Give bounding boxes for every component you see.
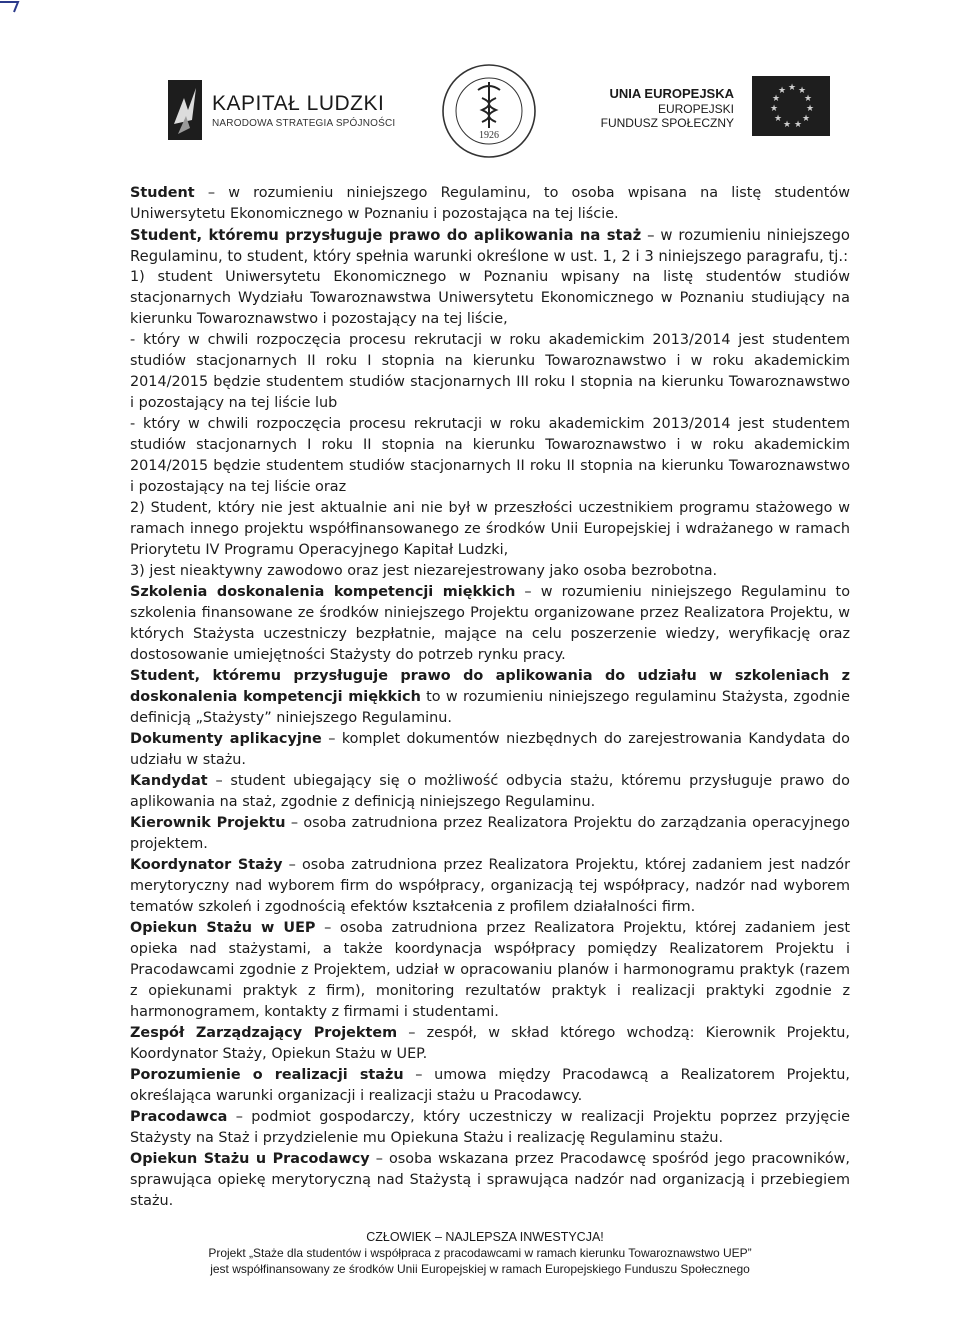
definition-term: Koordynator Staży: [130, 857, 283, 873]
definition-paragraph: [130, 183, 850, 225]
eu-logo: [590, 76, 830, 140]
definition-text: - który w chwili rozpoczęcia procesu rekrutacji w roku akademickim 2013/2014 jest studentem studiów stacjonarnych I roku II stopnia na kierunku Towaroznawstwo i w roku akademickim 2014/2015 będzie studentem studiów stacjonarnych II roku II stopnia na kierunku Towaroznawstwo i pozostający na tej liście oraz: [130, 416, 850, 495]
definition-text: – umowa między Pracodawcą a Realizatorem Projektu, określająca warunki organizacji i realizacji stażu u Pracodawcy.: [130, 1067, 850, 1104]
kapital-ludzki-title: KAPITAŁ LUDZKI: [212, 92, 385, 115]
definition-text: – osoba zatrudniona przez Realizatora Projektu, której zadaniem jest opieka nad stażystami, a także koordynacja współpracy pomiędzy Realizatorem Projektu i Pracodawcami zgodnie z Projektem, udział w opracowaniu planów i harmonogramu praktyk (razem z opiekunami praktyk z firm), monitoring rezultatów praktyk i realizacji praktyki zgodnie z harmonogramem, kontakty z firmami i studentami.: [130, 920, 851, 1020]
definition-term: Porozumienie o realizacji stażu: [130, 1067, 404, 1083]
svg-text:★: ★: [788, 83, 797, 93]
svg-text:★: ★: [774, 114, 783, 124]
definition-text: 1) student Uniwersytetu Ekonomicznego w Poznaniu wpisany na listę studentów studiów stacjonarnych Wydziału Towaroznawstwa Uniwersytetu Ekonomicznego w Poznaniu studiujący na kierunku Towaroznawstwo i pozostający na tej liście,: [130, 269, 850, 327]
definition-paragraph: [130, 1065, 850, 1107]
definition-term: Kandydat: [130, 773, 208, 789]
seal-year: 1926: [479, 130, 499, 141]
definition-paragraph: [130, 414, 850, 498]
definition-text: – osoba zatrudniona przez Realizatora Projektu do zarządzania operacyjnego projektem.: [130, 815, 850, 852]
kapital-ludzki-emblem-icon: [168, 80, 202, 140]
definition-paragraph: [130, 1107, 850, 1149]
definition-text: 2) Student, który nie jest aktualnie ani nie był w przeszłości uczestnikiem programu stażowego w ramach innego projektu współfinansowanego ze środków Unii Europejskiej i wdrażanego w ramach Priorytetu IV Programu Operacyjnego Kapitał Ludzki,: [130, 500, 850, 558]
definition-text: to w rozumieniu niniejszego regulaminu Stażysta, zgodnie definicją „Stażysty” niniejszego Regulaminu.: [130, 689, 850, 726]
document-header: [0, 62, 960, 162]
definition-term: Zespół Zarządzający Projektem: [130, 1025, 398, 1041]
definition-paragraph: [130, 729, 850, 771]
definition-term: Pracodawca: [130, 1109, 228, 1125]
definition-term: Student: [130, 185, 195, 201]
definition-paragraph: [130, 267, 850, 330]
svg-text:★: ★: [806, 104, 815, 114]
definition-text: – zespół, w skład którego wchodzą: Kierownik Projektu, Koordynator Staży, Opiekun Stażu w UEP.: [130, 1025, 850, 1062]
definition-paragraph: [130, 582, 850, 666]
kapital-ludzki-logo: [168, 80, 408, 140]
svg-text:★: ★: [804, 94, 813, 104]
eu-line-2: EUROPEJSKI: [657, 102, 734, 116]
svg-text:★: ★: [778, 86, 787, 96]
definition-paragraph: [130, 498, 850, 561]
definition-paragraph: [130, 771, 850, 813]
definition-text: – osoba wskazana przez Pracodawcę spośród jego pracowników, sprawująca opiekę merytoryczną nad Stażystą i sprawująca nadzór nad organizacją i przebiegiem stażu.: [130, 1151, 850, 1209]
definition-paragraph: [130, 918, 850, 1023]
definition-term: Student, któremu przysługuje prawo do aplikowania na staż: [130, 227, 642, 244]
definition-term: Dokumenty aplikacyjne: [130, 731, 322, 747]
definition-term: Kierownik Projektu: [130, 815, 286, 831]
svg-text:★: ★: [772, 94, 781, 104]
svg-text:★: ★: [798, 86, 807, 96]
svg-text:★: ★: [802, 114, 811, 124]
definition-paragraph: [130, 561, 850, 582]
definition-paragraph: [130, 855, 850, 918]
regulation-definitions: [130, 183, 850, 1212]
definition-text: - który w chwili rozpoczęcia procesu rekrutacji w roku akademickim 2013/2014 jest studentem studiów stacjonarnych II roku I stopnia na kierunku Towaroznawstwo i w roku akademickim 2014/2015 będzie studentem studiów stacjonarnych III roku I stopnia na kierunku Towaroznawstwo i pozostający na tej liście lub: [130, 332, 850, 411]
definition-text: – w rozumieniu niniejszego Regulaminu, to student, który spełnia warunki określone w ust. 1, 2 i 3 niniejszego paragrafu, tj.:: [130, 227, 850, 265]
definition-paragraph: [130, 813, 850, 855]
definition-paragraph: [130, 666, 850, 729]
svg-text:★: ★: [794, 120, 803, 130]
definition-term: Szkolenia doskonalenia kompetencji miękkich: [130, 584, 516, 600]
footer-funding-note: jest współfinansowany ze środków Unii Europejskiej w ramach Europejskiego Funduszu Społecznego: [210, 1262, 750, 1276]
definition-paragraph: [130, 1149, 850, 1212]
kapital-ludzki-subtitle: NARODOWA STRATEGIA SPÓJNOŚCI: [212, 118, 396, 129]
definition-paragraph: [130, 1023, 850, 1065]
eu-line-1: UNIA EUROPEJSKA: [609, 86, 734, 101]
definition-text: – w rozumieniu niniejszego Regulaminu to szkolenia finansowane ze środków niniejszego Projektu organizowane przez Realizatora Projektu, w których Stażysta uczestniczy bezpłatnie, mające na celu poszerzenie wiedzy, weryfikację oraz dostosowanie umiejętności Stażysty do potrzeb rynku pracy.: [130, 584, 850, 663]
definition-text: – podmiot gospodarczy, który uczestniczy w realizacji Projektu poprzez przyjęcie Stażysty na Staż i przydzielenie mu Opiekuna Stażu i realizację Regulaminu stażu.: [130, 1109, 850, 1146]
definition-term: Opiekun Stażu w UEP: [130, 920, 316, 936]
definition-paragraph: [130, 225, 850, 267]
corner-scan-mark: [0, 0, 22, 14]
definition-term: Opiekun Stażu u Pracodawcy: [130, 1151, 370, 1167]
svg-text:★: ★: [783, 120, 792, 130]
definition-text: – komplet dokumentów niezbędnych do zarejestrowania Kandydata do udziału w stażu.: [130, 731, 850, 768]
definition-paragraph: [130, 330, 850, 414]
svg-text:★: ★: [770, 104, 779, 114]
university-seal: [440, 62, 538, 160]
eu-line-3: FUNDUSZ SPOŁECZNY: [600, 116, 734, 130]
definition-term: Student, któremu przysługuje prawo do aplikowania do udziału w szkoleniach z doskonalenia kompetencji miękkich: [130, 668, 850, 705]
footer-slogan: CZŁOWIEK – NAJLEPSZA INWESTYCJA!: [366, 1230, 604, 1244]
definition-text: – osoba zatrudniona przez Realizatora Projektu, której zadaniem jest nadzór merytoryczny nad wyborem firm do współpracy, organizacją tej współpracy, nadzór nad wyborem tematów szkoleń i zgodnością efektów kształcenia z profilem działalności firm.: [130, 857, 850, 915]
document-footer: [0, 1229, 960, 1277]
definition-text: – w rozumieniu niniejszego Regulaminu, to osoba wpisana na listę studentów Uniwersytetu Ekonomicznego w Poznaniu i pozostająca na tej liście.: [130, 185, 850, 222]
university-seal-icon: [440, 62, 538, 160]
definition-text: – student ubiegający się o możliwość odbycia stażu, któremu przysługuje prawo do aplikowania na staż, zgodnie z definicją niniejszego Regulaminu.: [130, 773, 850, 810]
definition-text: 3) jest nieaktywny zawodowo oraz jest niezarejestrowany jako osoba bezrobotna.: [130, 563, 718, 579]
eu-flag-icon: [752, 76, 830, 136]
footer-project-name: Projekt „Staże dla studentów i współpraca z pracodawcami w ramach kierunku Towaroznawstwo UEP”: [208, 1246, 752, 1260]
